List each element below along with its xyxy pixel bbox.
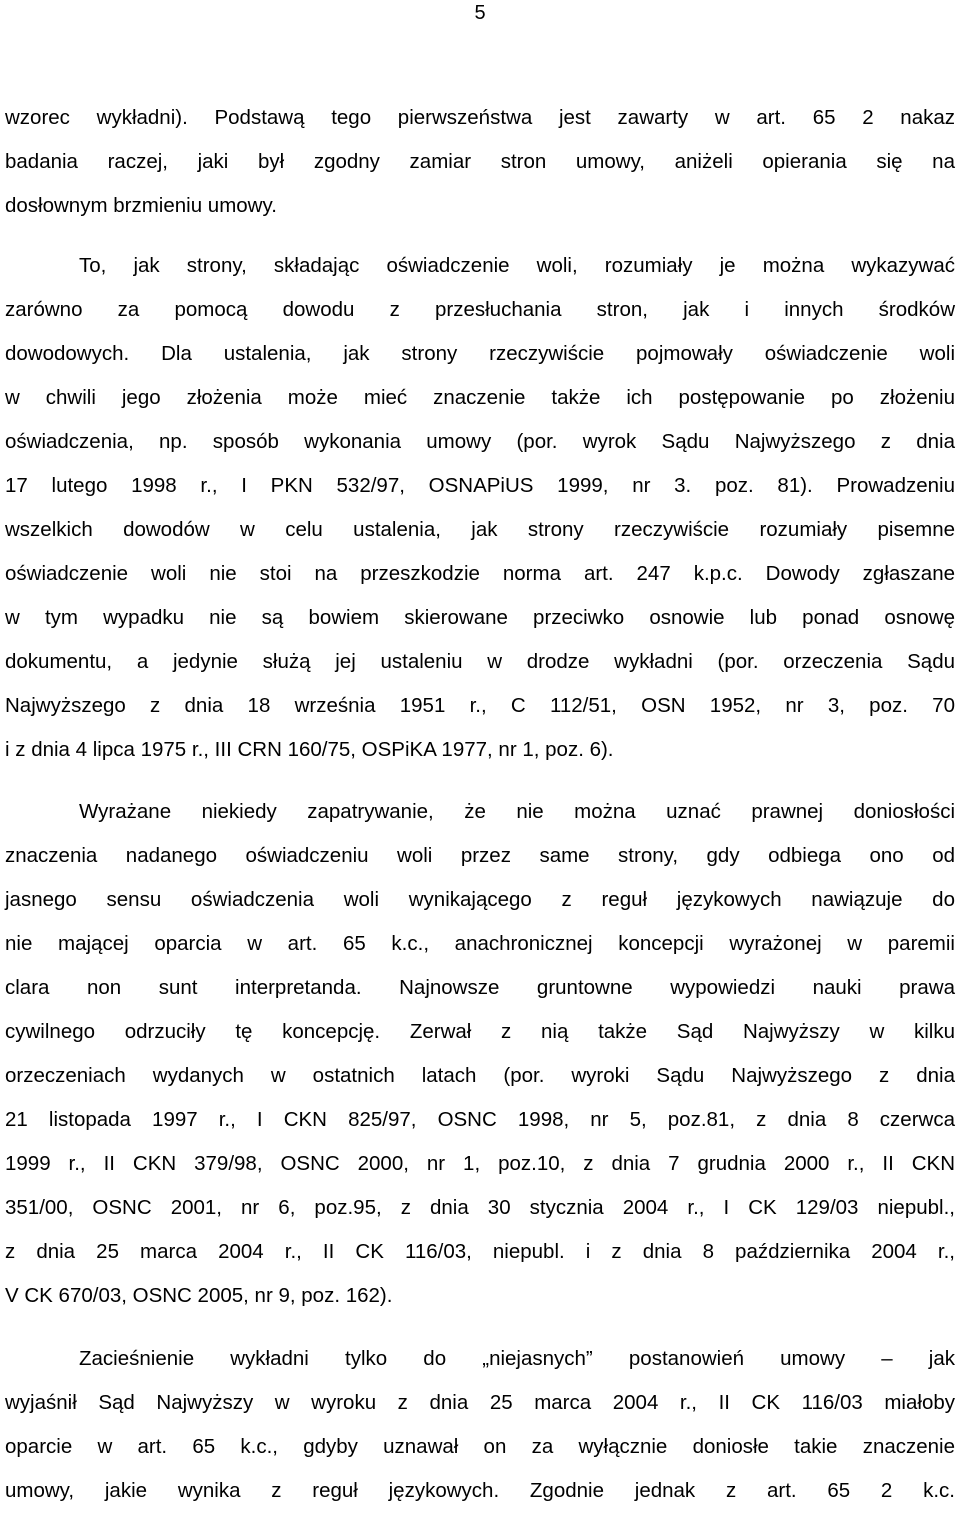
text-line: Wyrażane niekiedy zapatrywanie, że nie można uznać prawnej doniosłości <box>79 800 955 823</box>
text-line: 21 listopada 1997 r., I CKN 825/97, OSNC 1998, nr 5, poz.81, z dnia 8 czerwca <box>5 1108 955 1131</box>
text-line: Najwyższego z dnia 18 września 1951 r., C 112/51, OSN 1952, nr 3, poz. 70 <box>5 694 955 717</box>
text-line: V CK 670/03, OSNC 2005, nr 9, poz. 162). <box>5 1284 393 1307</box>
text-line: wszelkich dowodów w celu ustalenia, jak strony rzeczywiście rozumiały pisemne <box>5 518 955 541</box>
text-line: orzeczeniach wydanych w ostatnich latach (por. wyroki Sądu Najwyższego z dnia <box>5 1064 955 1087</box>
text-line: nie mającej oparcia w art. 65 k.c., anachronicznej koncepcji wyrażonej w paremii <box>5 932 955 955</box>
text-line: oświadczenie woli nie stoi na przeszkodzie norma art. 247 k.p.c. Dowody zgłaszane <box>5 562 955 585</box>
paragraph-3 <box>5 790 955 1318</box>
text-line: w chwili jego złożenia może mieć znaczenie także ich postępowanie po złożeniu <box>5 386 955 409</box>
text-line: znaczenia nadanego oświadczeniu woli przez same strony, gdy odbiega ono od <box>5 844 955 867</box>
text-line: 351/00, OSNC 2001, nr 6, poz.95, z dnia 30 stycznia 2004 r., I CK 129/03 niepubl., <box>5 1196 955 1219</box>
text-line: Zacieśnienie wykładni tylko do „niejasnych” postanowień umowy – jak <box>79 1347 955 1370</box>
text-line: dowodowych. Dla ustalenia, jak strony rzeczywiście pojmowały oświadczenie woli <box>5 342 955 365</box>
text-line: jasnego sensu oświadczenia woli wynikającego z reguł językowych nawiązuje do <box>5 888 955 911</box>
paragraph-2 <box>5 244 955 772</box>
text-line: z dnia 25 marca 2004 r., II CK 116/03, niepubl. i z dnia 8 października 2004 r., <box>5 1240 955 1263</box>
text-line: 17 lutego 1998 r., I PKN 532/97, OSNAPiUS 1999, nr 3. poz. 81). Prowadzeniu <box>5 474 955 497</box>
text-line: wyjaśnił Sąd Najwyższy w wyroku z dnia 25 marca 2004 r., II CK 116/03 miałoby <box>5 1391 955 1414</box>
text-line: oparcie w art. 65 k.c., gdyby uznawał on za wyłącznie doniosłe takie znaczenie <box>5 1435 955 1458</box>
text-line: wzorec wykładni). Podstawą tego pierwszeństwa jest zawarty w art. 65 2 nakaz <box>5 106 955 129</box>
page-number: 5 <box>474 2 486 24</box>
text-line: badania raczej, jaki był zgodny zamiar stron umowy, aniżeli opierania się na <box>5 150 955 173</box>
text-line: clara non sunt interpretanda. Najnowsze gruntowne wypowiedzi nauki prawa <box>5 976 955 999</box>
text-line: To, jak strony, składając oświadczenie woli, rozumiały je można wykazywać <box>79 254 955 277</box>
paragraph-4 <box>5 1337 955 1513</box>
text-line: zarówno za pomocą dowodu z przesłuchania stron, jak i innych środków <box>5 298 955 321</box>
text-line: w tym wypadku nie są bowiem skierowane przeciwko osnowie lub ponad osnowę <box>5 606 955 629</box>
text-line: umowy, jakie wynika z reguł językowych. Zgodnie jednak z art. 65 2 k.c. <box>5 1479 955 1502</box>
text-line: dosłownym brzmieniu umowy. <box>5 194 277 217</box>
paragraph-1 <box>5 96 955 228</box>
text-line: oświadczenia, np. sposób wykonania umowy (por. wyrok Sądu Najwyższego z dnia <box>5 430 955 453</box>
text-line: 1999 r., II CKN 379/98, OSNC 2000, nr 1, poz.10, z dnia 7 grudnia 2000 r., II CKN <box>5 1152 955 1175</box>
text-line: dokumentu, a jedynie służą jej ustaleniu w drodze wykładni (por. orzeczenia Sądu <box>5 650 955 673</box>
text-line: cywilnego odrzuciły tę koncepcję. Zerwał z nią także Sąd Najwyższy w kilku <box>5 1020 955 1043</box>
text-line: i z dnia 4 lipca 1975 r., III CRN 160/75, OSPiKA 1977, nr 1, poz. 6). <box>5 738 614 761</box>
